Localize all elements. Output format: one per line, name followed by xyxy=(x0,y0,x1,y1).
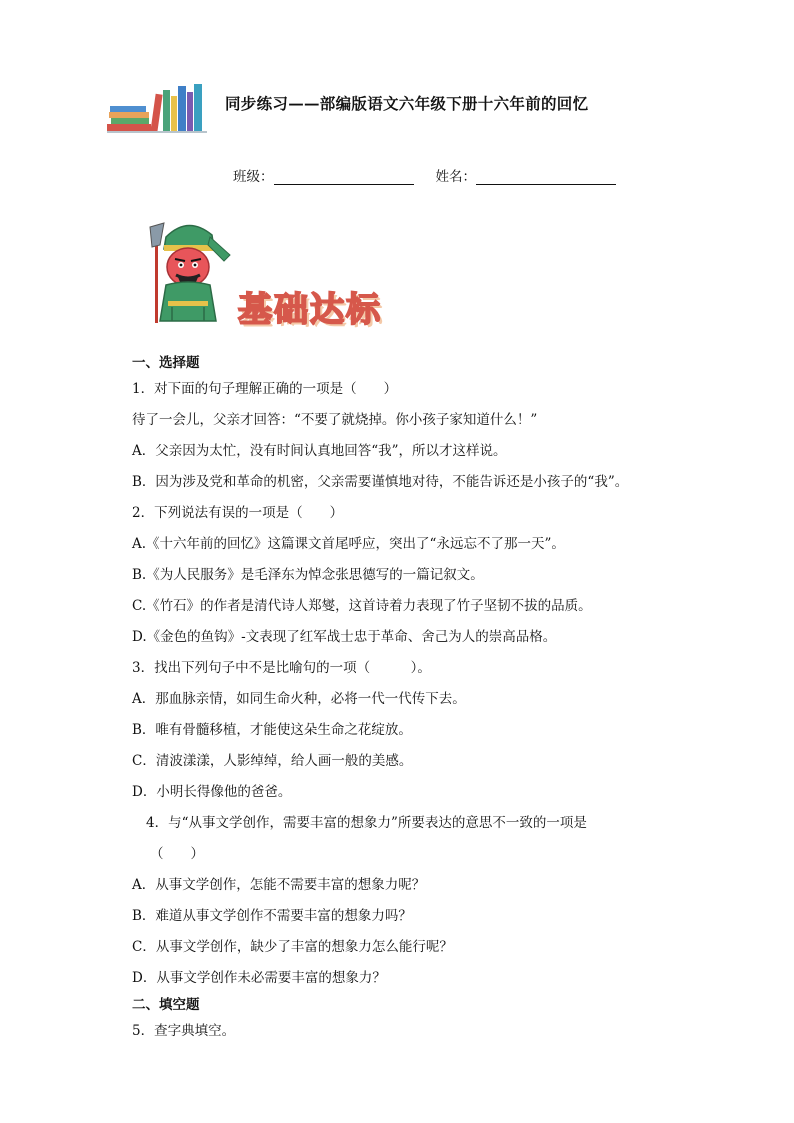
class-label: 班级： xyxy=(233,169,274,185)
question-line: 2．下列说法有误的一项是（ ） xyxy=(132,505,344,521)
answer-paren: （ ） xyxy=(150,846,204,862)
option-line: D．从事文学创作未必需要丰富的想象力？ xyxy=(132,970,386,986)
option-line: C.《竹石》的作者是清代诗人郑燮，这首诗着力表现了竹子坚韧不拔的品质。 xyxy=(132,598,592,614)
option-line: C．清波漾漾，人影绰绰，给人画一般的美感。 xyxy=(132,753,413,769)
option-line: B．唯有骨髓移植，才能使这朵生命之花绽放。 xyxy=(132,722,412,738)
books-icon xyxy=(107,82,211,134)
option-line: B．难道从事文学创作不需要丰富的想象力吗？ xyxy=(132,908,412,924)
option-line: B.《为人民服务》是毛泽东为悼念张思德写的一篇记叙文。 xyxy=(132,567,484,583)
name-label: 姓名： xyxy=(435,169,476,185)
option-line: C．从事文学创作，缺少了丰富的想象力怎么能行呢？ xyxy=(132,939,453,955)
exercise-content xyxy=(132,352,672,1047)
section-heading: 二、填空题 xyxy=(132,997,200,1013)
question-line: 1．对下面的句子理解正确的一项是（ ） xyxy=(132,381,398,397)
mascot-figure-icon xyxy=(142,215,234,325)
class-blank[interactable] xyxy=(274,170,414,185)
document-title: 同步练习——部编版语文六年级下册十六年前的回忆 xyxy=(225,94,589,113)
option-line: A.《十六年前的回忆》这篇课文首尾呼应，突出了“永远忘不了那一天”。 xyxy=(132,536,565,552)
option-line: B．因为涉及党和革命的机密，父亲需要谨慎地对待，不能告诉还是小孩子的“我”。 xyxy=(132,474,629,490)
question-line: 4．与“从事文学创作，需要丰富的想象力”所要表达的意思不一致的一项是 xyxy=(146,815,587,831)
option-line: A．从事文学创作，怎能不需要丰富的想象力呢？ xyxy=(132,877,426,893)
section-banner: 基础达标 xyxy=(238,290,382,330)
option-line: A．那血脉亲情，如同生命火种，必将一代一代传下去。 xyxy=(132,691,466,707)
question-line: 5．查字典填空。 xyxy=(132,1023,236,1039)
option-line: D．小明长得像他的爸爸。 xyxy=(132,784,292,800)
student-info-line xyxy=(233,165,616,185)
page-header xyxy=(0,78,794,138)
question-line: 3．找出下列句子中不是比喻句的一项（ ）。 xyxy=(132,660,431,676)
name-blank[interactable] xyxy=(476,170,616,185)
option-line: A．父亲因为太忙，没有时间认真地回答“我”，所以才这样说。 xyxy=(132,443,507,459)
question-line: 待了一会儿，父亲才回答：“不要了就烧掉。你小孩子家知道什么！” xyxy=(132,412,538,428)
option-line: D.《金色的鱼钩》-文表现了红军战士忠于革命、舍己为人的崇高品格。 xyxy=(132,629,557,645)
section-heading: 一、选择题 xyxy=(132,355,200,371)
